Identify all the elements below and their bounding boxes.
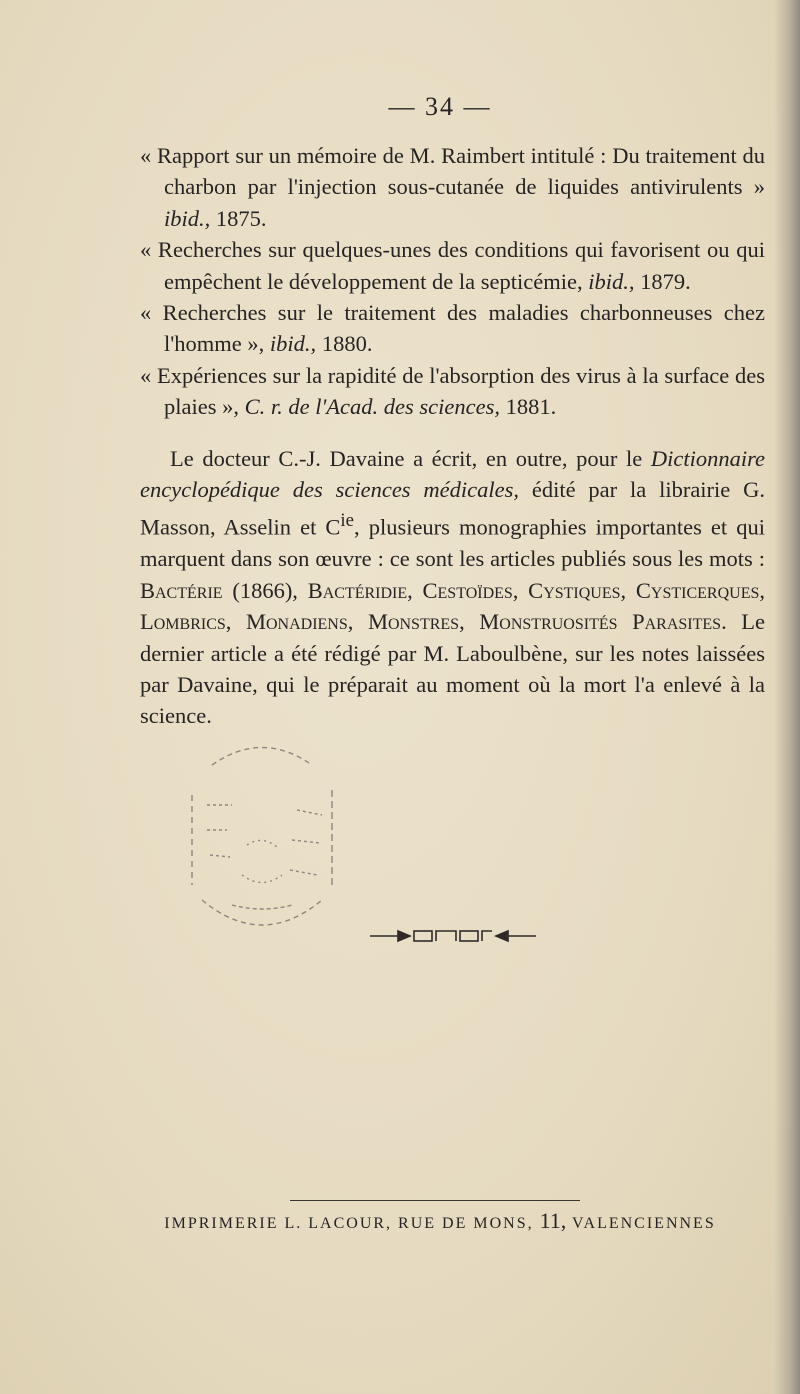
- paragraph-text: . Le dernier article a été rédigé par M. Laboulbène, sur les notes laissées par Davaine, qui le préparait au moment où la mort l'a enlevé à la science.: [140, 609, 765, 729]
- footer-rule: [290, 1200, 580, 1201]
- dictionary-title: Dictionnaire encyclopédique des sciences médicales,: [140, 445, 765, 503]
- entry-reference: ibid.,: [164, 205, 211, 231]
- bibliography-entry: [140, 234, 765, 297]
- entry-year: 1881.: [500, 394, 557, 420]
- bibliography-entry: [140, 297, 765, 360]
- superscript: ie: [340, 510, 354, 532]
- entry-reference: ibid.,: [588, 268, 635, 294]
- entry-reference: C. r. de l'Acad. des sciences,: [244, 394, 500, 420]
- bibliography-entry: [140, 140, 765, 234]
- entry-year: 1880.: [316, 331, 373, 357]
- entry-year: 1879.: [634, 268, 691, 294]
- colophon-text: IMPRIMERIE L. LACOUR, RUE DE MONS,: [164, 1215, 534, 1232]
- page-number: — 34 —: [388, 92, 492, 121]
- colophon-city: VALENCIENNES: [572, 1215, 716, 1232]
- printer-colophon: [0, 1208, 800, 1234]
- colophon-number: 11,: [539, 1208, 567, 1233]
- body-paragraph: [140, 443, 765, 732]
- entry-text: « Rapport sur un mémoire de M. Raimbert intitulé : Du traitement du charbon par l'injection sous-cutanée de liquides antivirulents »: [140, 143, 765, 200]
- paragraph-text: (1866),: [222, 577, 308, 603]
- entry-text: « Expériences sur la rapidité de l'absorption des virus à la surface des plaies »,: [140, 362, 765, 420]
- entry-reference: ibid.,: [269, 331, 317, 357]
- text-block: [140, 140, 765, 732]
- entry-text: « Recherches sur quelques-unes des conditions qui favorisent ou qui empêchent le développement de la septicémie,: [140, 237, 765, 294]
- ornament-divider-icon: [368, 925, 538, 947]
- library-stamp-icon: [172, 735, 352, 940]
- page-edge-shadow: [774, 0, 800, 1394]
- paragraph-text: édité par la librairie G. Masson, Asselin et C: [140, 477, 765, 540]
- entry-text: « Recherches sur le traitement des maladies charbonneuses chez l'homme »,: [140, 300, 765, 357]
- paragraph-text: , plusieurs monographies importantes et qui marquent dans son œuvre : ce sont les articles publiés sous les mots :: [140, 514, 765, 572]
- bibliography-entry: [140, 360, 765, 423]
- article-title: Bactérie: [140, 577, 223, 603]
- paragraph-text: Le docteur C.-J. Davaine a écrit, en outre, pour le: [170, 445, 651, 471]
- entry-year: 1875.: [210, 205, 267, 231]
- article-titles: Bactéridie, Cestoïdes, Cystiques, Cysticerques, Lombrics, Monadiens, Monstres, Monstruosités Parasites: [140, 577, 765, 635]
